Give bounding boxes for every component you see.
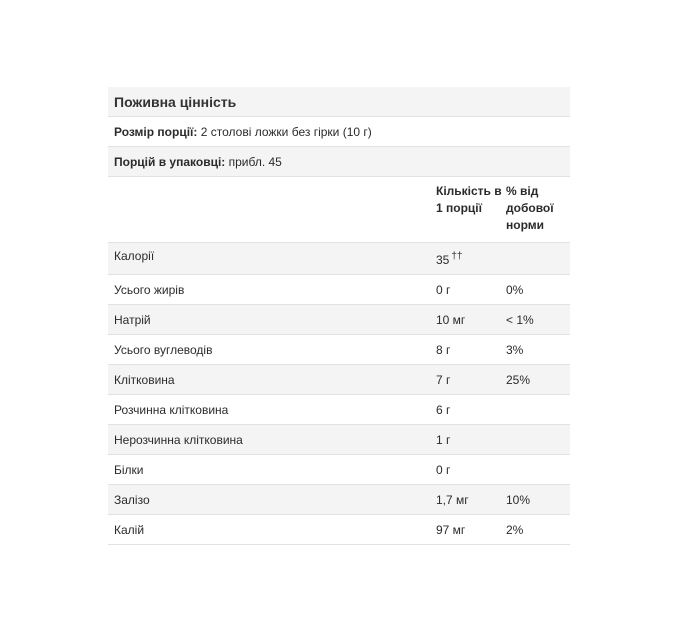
dv-header-line-1: % від bbox=[506, 184, 539, 198]
nutrient-name: Нерозчинна клітковина bbox=[114, 433, 243, 447]
nutrient-name: Розчинна клітковина bbox=[114, 403, 229, 417]
amount-header-line-1: Кількість в bbox=[436, 184, 502, 198]
nutrient-dv: 25% bbox=[506, 373, 531, 387]
dv-header-line-2: добової bbox=[506, 201, 554, 215]
nutrient-amount: 0 г bbox=[436, 463, 451, 477]
nutrient-dv: 0% bbox=[506, 283, 524, 297]
servings-per-container-row bbox=[108, 147, 570, 177]
table-row bbox=[108, 455, 570, 485]
nutrient-amount: 1 г bbox=[436, 433, 451, 447]
nutrient-amount: 6 г bbox=[436, 403, 451, 417]
nutrient-amount: 10 мг bbox=[436, 313, 466, 327]
nutrient-amount: 1,7 мг bbox=[436, 493, 469, 507]
calories-value: 35 bbox=[436, 253, 450, 267]
nutrient-amount: 7 г bbox=[436, 373, 451, 387]
table-header bbox=[108, 87, 570, 117]
table-row bbox=[108, 335, 570, 365]
column-header-row bbox=[108, 177, 570, 243]
table-row bbox=[108, 275, 570, 305]
table-row bbox=[108, 425, 570, 455]
nutrient-name: Натрій bbox=[114, 313, 151, 327]
nutrient-name: Калорії bbox=[114, 249, 155, 263]
servings-per-container-value: прибл. 45 bbox=[225, 154, 282, 169]
nutrient-amount: 8 г bbox=[436, 343, 451, 357]
serving-size-label: Розмір порції: bbox=[114, 124, 198, 139]
table-row bbox=[108, 515, 570, 545]
table-row bbox=[108, 395, 570, 425]
nutrient-name: Білки bbox=[114, 463, 144, 477]
table-row bbox=[108, 365, 570, 395]
amount-header-line-2: 1 порції bbox=[436, 201, 483, 215]
nutrient-dv: 2% bbox=[506, 523, 524, 537]
serving-size-row bbox=[108, 117, 570, 147]
table-title: Поживна цінність bbox=[114, 93, 237, 110]
servings-per-container-label: Порцій в упаковці: bbox=[114, 154, 226, 169]
nutrient-amount: 0 г bbox=[436, 283, 451, 297]
nutrition-facts-table bbox=[108, 87, 570, 545]
nutrient-name: Калій bbox=[114, 523, 145, 537]
daily-value-column-header bbox=[506, 183, 562, 234]
nutrient-name: Клітковина bbox=[114, 373, 175, 387]
amount-column-header bbox=[436, 183, 502, 217]
nutrient-amount bbox=[436, 251, 462, 267]
nutrient-name: Усього вуглеводів bbox=[114, 343, 213, 357]
table-row bbox=[108, 305, 570, 335]
nutrient-name: Залізо bbox=[114, 493, 150, 507]
nutrient-dv: < 1% bbox=[506, 313, 534, 327]
nutrient-dv: 3% bbox=[506, 343, 524, 357]
nutrient-amount: 97 мг bbox=[436, 523, 466, 537]
table-row bbox=[108, 485, 570, 515]
nutrient-dv: 10% bbox=[506, 493, 531, 507]
nutrient-name: Усього жирів bbox=[114, 283, 185, 297]
calories-footnote-mark: †† bbox=[451, 251, 463, 262]
serving-size-value: 2 столові ложки без гірки (10 г) bbox=[197, 124, 372, 139]
table-row-calories bbox=[108, 243, 570, 275]
dv-header-line-3: норми bbox=[506, 218, 545, 232]
